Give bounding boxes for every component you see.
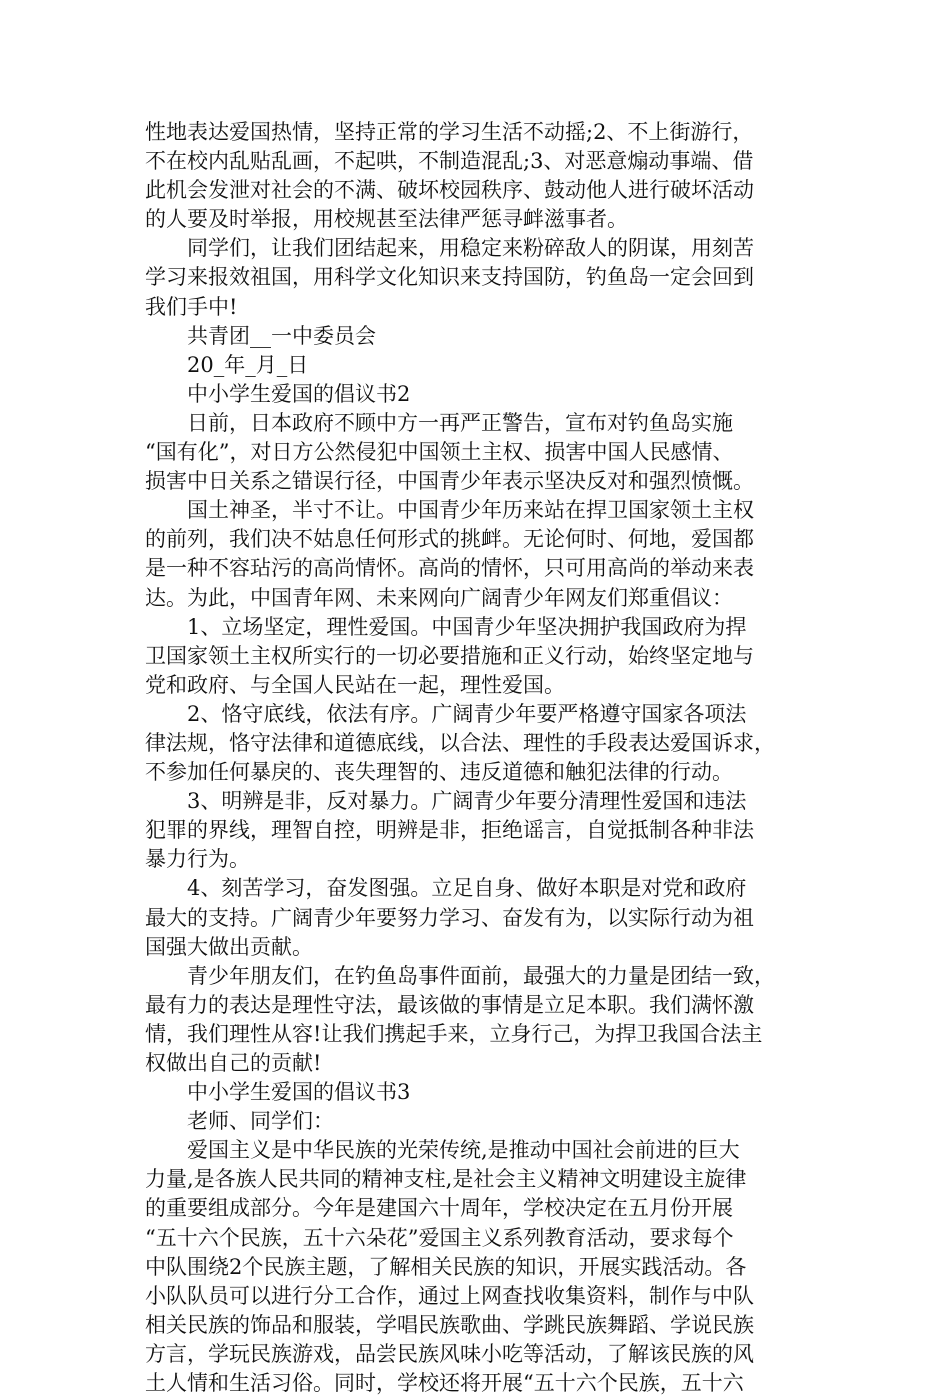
text-line: 暴力行为。 [145,847,250,872]
text-line: 的前列，我们决不姑息任何形式的挑衅。无论何时、何地，爱国都 [145,527,754,552]
text-line: 相关民族的饰品和服装，学唱民族歌曲、学跳民族舞蹈、学说民族 [145,1312,754,1337]
text-line: 党和政府、与全国人民站在一起，理性爱国。 [145,672,565,697]
text-line: 情，我们理性从容!让我们携起手来，立身行己，为捍卫我国合法主 [145,1021,763,1046]
text-line: 最有力的表达是理性守法，最该做的事情是立足本职。我们满怀激 [145,992,754,1017]
text-line: 20_年_月_日 [187,352,309,377]
text-line: 1、立场坚定，理性爱国。中国青少年坚决拥护我国政府为捍 [187,614,747,639]
text-line: 国土神圣，半寸不让。中国青少年历来站在捍卫国家领土主权 [187,498,754,523]
text-line: 小队队员可以进行分工合作，通过上网查找收集资料，制作与中队 [145,1283,754,1308]
text-line: 律法规，恪守法律和道德底线，以合法、理性的手段表达爱国诉求， [145,730,775,755]
text-line: 是一种不容玷污的高尚情怀。高尚的情怀，只可用高尚的举动来表 [145,556,754,581]
text-line: 犯罪的界线，理智自控，明辨是非，拒绝谣言，自觉抵制各种非法 [145,818,754,843]
text-line: 中队围绕2个民族主题，了解相关民族的知识，开展实践活动。各 [145,1254,747,1279]
text-line: 爱国主义是中华民族的光荣传统,是推动中国社会前进的巨大 [187,1138,740,1163]
text-line: 力量,是各族人民共同的精神支柱,是社会主义精神文明建设主旋律 [145,1167,747,1192]
text-line: 我们手中! [145,294,238,319]
text-line: 不在校内乱贴乱画，不起哄，不制造混乱;3、对恶意煽动事端、借 [145,149,754,174]
document-page [145,118,805,1398]
text-line: 不参加任何暴戾的、丧失理智的、违反道德和触犯法律的行动。 [145,760,733,785]
text-line: 最大的支持。广阔青少年要努力学习、奋发有为，以实际行动为祖 [145,905,754,930]
text-line: 损害中日关系之错误行径，中国青少年表示坚决反对和强烈愤慨。 [145,469,754,494]
text-line: 性地表达爱国热情，坚持正常的学习生活不动摇;2、不上街游行， [145,120,754,144]
text-line: “国有化”，对日方公然侵犯中国领土主权、损害中国人民感情、 [145,440,734,465]
text-line: 达。为此，中国青年网、未来网向广阔青少年网友们郑重倡议： [145,585,733,610]
text-line: 中小学生爱国的倡议书3 [187,1080,411,1105]
text-line: 此机会发泄对社会的不满、破坏校园秩序、鼓动他人进行破坏活动 [145,178,754,203]
text-line: 4、刻苦学习，奋发图强。立足自身、做好本职是对党和政府 [187,876,747,901]
text-line: 同学们，让我们团结起来，用稳定来粉碎敌人的阴谋，用刻苦 [187,236,754,261]
text-line: 老师、同学们： [187,1109,334,1134]
text-line: 的人要及时举报，用校规甚至法律严惩寻衅滋事者。 [145,207,628,232]
text-line: 共青团__一中委员会 [187,323,376,348]
text-line: 青少年朋友们，在钓鱼岛事件面前，最强大的力量是团结一致， [187,963,775,988]
text-line: “五十六个民族，五十六朵花”爱国主义系列教育活动，要求每个 [145,1225,734,1250]
text-line: 方言，学玩民族游戏，品尝民族风味小吃等活动，了解该民族的风 [145,1341,754,1366]
text-line: 3、明辨是非，反对暴力。广阔青少年要分清理性爱国和违法 [187,789,747,814]
text-line: 日前，日本政府不顾中方一再严正警告，宣布对钓鱼岛实施 [187,410,733,435]
text-line: 的重要组成部分。今年是建国六十周年，学校决定在五月份开展 [145,1196,733,1221]
text-line: 国强大做出贡献。 [145,934,313,959]
text-line: 权做出自己的贡献! [145,1051,322,1075]
text-line: 中小学生爱国的倡议书2 [187,381,411,406]
text-line: 2、恪守底线，依法有序。广阔青少年要严格遵守国家各项法 [187,701,747,726]
text-line: 卫国家领土主权所实行的一切必要措施和正义行动，始终坚定地与 [145,643,754,668]
text-line: 学习来报效祖国，用科学文化知识来支持国防，钓鱼岛一定会回到 [145,265,754,290]
text-line: 土人情和生活习俗。同时，学校还将开展“五十六个民族，五十六 [145,1371,744,1396]
